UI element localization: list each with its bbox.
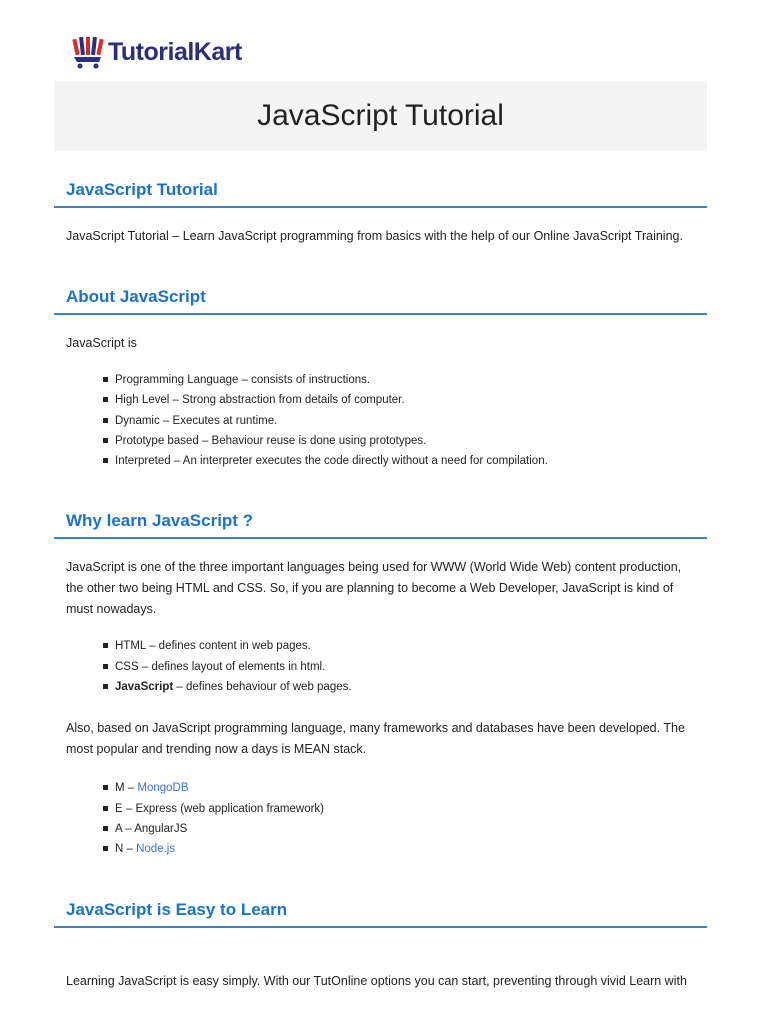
page-title: JavaScript Tutorial (257, 99, 504, 132)
list-item: E – Express (web application framework) (103, 799, 707, 819)
bullet-icon (103, 397, 108, 402)
bullet-icon (103, 826, 108, 831)
list-item: High Level – Strong abstraction from details of computer. (103, 390, 707, 410)
bullet-icon (103, 806, 108, 811)
why-list (54, 636, 707, 697)
cut-off-paragraph: Learning JavaScript is easy simply. With our TutOnline options you can start, preventing through vivid Learn with (66, 974, 687, 988)
about-list (54, 370, 707, 471)
section-heading-easy: JavaScript is Easy to Learn (54, 900, 707, 928)
page-title-banner (54, 81, 707, 151)
nodejs-link[interactable]: Node.js (136, 843, 176, 856)
bullet-icon (103, 664, 108, 669)
bullet-icon (103, 785, 108, 790)
list-item: CSS – defines layout of elements in html. (103, 657, 707, 677)
about-lead: JavaScript is (66, 336, 137, 350)
intro-paragraph: JavaScript Tutorial – Learn JavaScript programming from basics with the help of our Online JavaScript Training. (66, 229, 683, 243)
bullet-icon (103, 458, 108, 463)
list-item: N – Node.js (103, 839, 707, 859)
shopping-cart-icon (70, 33, 106, 71)
list-item: A – AngularJS (103, 819, 707, 839)
section-heading-why: Why learn JavaScript ? (54, 511, 707, 539)
list-item: JavaScript – defines behaviour of web pages. (103, 677, 707, 697)
bullet-icon (103, 846, 108, 851)
bullet-icon (103, 418, 108, 423)
mean-stack-list (54, 778, 707, 859)
list-item: Dynamic – Executes at runtime. (103, 411, 707, 431)
bullet-icon (103, 438, 108, 443)
bullet-icon (103, 643, 108, 648)
list-item: HTML – defines content in web pages. (103, 636, 707, 656)
section-heading-intro: JavaScript Tutorial (54, 180, 707, 208)
list-item: Interpreted – An interpreter executes the code directly without a need for compilation. (103, 451, 707, 471)
list-item: Programming Language – consists of instructions. (103, 370, 707, 390)
list-item: Prototype based – Behaviour reuse is done using prototypes. (103, 431, 707, 451)
bullet-icon (103, 684, 108, 689)
section-heading-about: About JavaScript (54, 287, 707, 315)
logo-text: TutorialKart (108, 37, 242, 66)
site-logo[interactable] (70, 30, 242, 74)
mongodb-link[interactable]: MongoDB (137, 782, 189, 795)
list-item: M – MongoDB (103, 778, 707, 798)
article-content (54, 180, 707, 928)
bullet-icon (103, 377, 108, 382)
why-paragraph-1: JavaScript is one of the three important languages being used for WWW (World Wide Web) content production, the other two being HTML and CSS. So, if you are planning to become a Web Developer, JavaScript is kind of must nowadays. (66, 560, 682, 617)
why-paragraph-2: Also, based on JavaScript programming language, many frameworks and databases have been developed. The most popular and trending now a days is MEAN stack. (66, 721, 685, 757)
